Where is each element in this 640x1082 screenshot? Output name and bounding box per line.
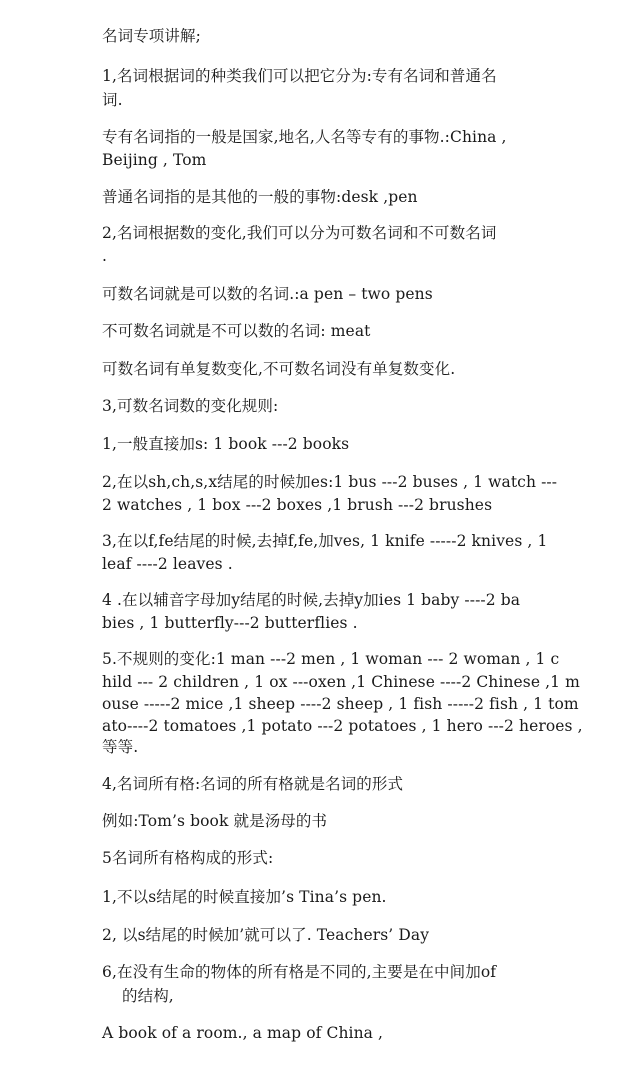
text-line: 2,名词根据数的变化,我们可以分为可数名词和不可数名词 xyxy=(102,224,497,242)
text-line: 普通名词指的是其他的一般的事物:desk ,pen xyxy=(102,188,418,206)
text-line: ato----2 tomatoes ,1 potato ---2 potatoes , 1 hero ---2 heroes , xyxy=(102,717,583,735)
text-line: 词. xyxy=(102,91,123,109)
text-line: bies , 1 butterfly---2 butterflies . xyxy=(102,614,358,632)
text-line: 可数名词就是可以数的名词.:a pen – two pens xyxy=(102,285,433,303)
section-heading: 4,名词所有格:名词的所有格就是名词的形式 xyxy=(102,775,404,793)
text-line: 不可数名词就是不可以数的名词: meat xyxy=(102,322,371,340)
text-line: 4 .在以辅音字母加y结尾的时候,去掉y加ies 1 baby ----2 ba xyxy=(102,591,521,609)
text-line: 例如:Tom’s book 就是汤母的书 xyxy=(102,812,328,830)
text-line: A book of a room., a map of China , xyxy=(102,1024,384,1042)
text-line: 5.不规则的变化:1 man ---2 men , 1 woman --- 2 woman , 1 c xyxy=(102,650,560,668)
text-line: 2,在以sh,ch,s,x结尾的时候加es:1 bus ---2 buses , 1 watch --- xyxy=(102,473,558,491)
text-line: 等等. xyxy=(102,738,139,756)
doc-title: 名词专项讲解; xyxy=(102,27,201,45)
text-line: 1,不以s结尾的时候直接加’s Tina’s pen. xyxy=(102,888,387,906)
text-line: leaf ----2 leaves . xyxy=(102,555,233,573)
text-line: . xyxy=(102,247,108,265)
text-line: 可数名词有单复数变化,不可数名词没有单复数变化. xyxy=(102,360,456,378)
section-heading: 3,可数名词数的变化规则: xyxy=(102,397,279,415)
text-line: ouse -----2 mice ,1 sheep ----2 sheep , 1 fish -----2 fish , 1 tom xyxy=(102,695,579,713)
text-line: 专有名词指的一般是国家,地名,人名等专有的事物.:China , xyxy=(102,128,507,146)
text-line: hild --- 2 children , 1 ox ---oxen ,1 Chinese ----2 Chinese ,1 m xyxy=(102,673,580,691)
text-line: 1,名词根据词的种类我们可以把它分为:专有名词和普通名 xyxy=(102,67,497,85)
text-line: 2, 以s结尾的时候加’就可以了. Teachers’ Day xyxy=(102,926,430,944)
text-line: Beijing , Tom xyxy=(102,151,207,169)
text-line: 的结构, xyxy=(122,987,174,1005)
text-line: 1,一般直接加s: 1 book ---2 books xyxy=(102,435,350,453)
text-line: 2 watches , 1 box ---2 boxes ,1 brush ---2 brushes xyxy=(102,496,493,514)
section-heading: 5名词所有格构成的形式: xyxy=(102,849,274,867)
section-heading: 6,在没有生命的物体的所有格是不同的,主要是在中间加of xyxy=(102,963,497,981)
text-line: 3,在以f,fe结尾的时候,去掉f,fe,加ves, 1 knife -----2 knives , 1 xyxy=(102,532,548,550)
